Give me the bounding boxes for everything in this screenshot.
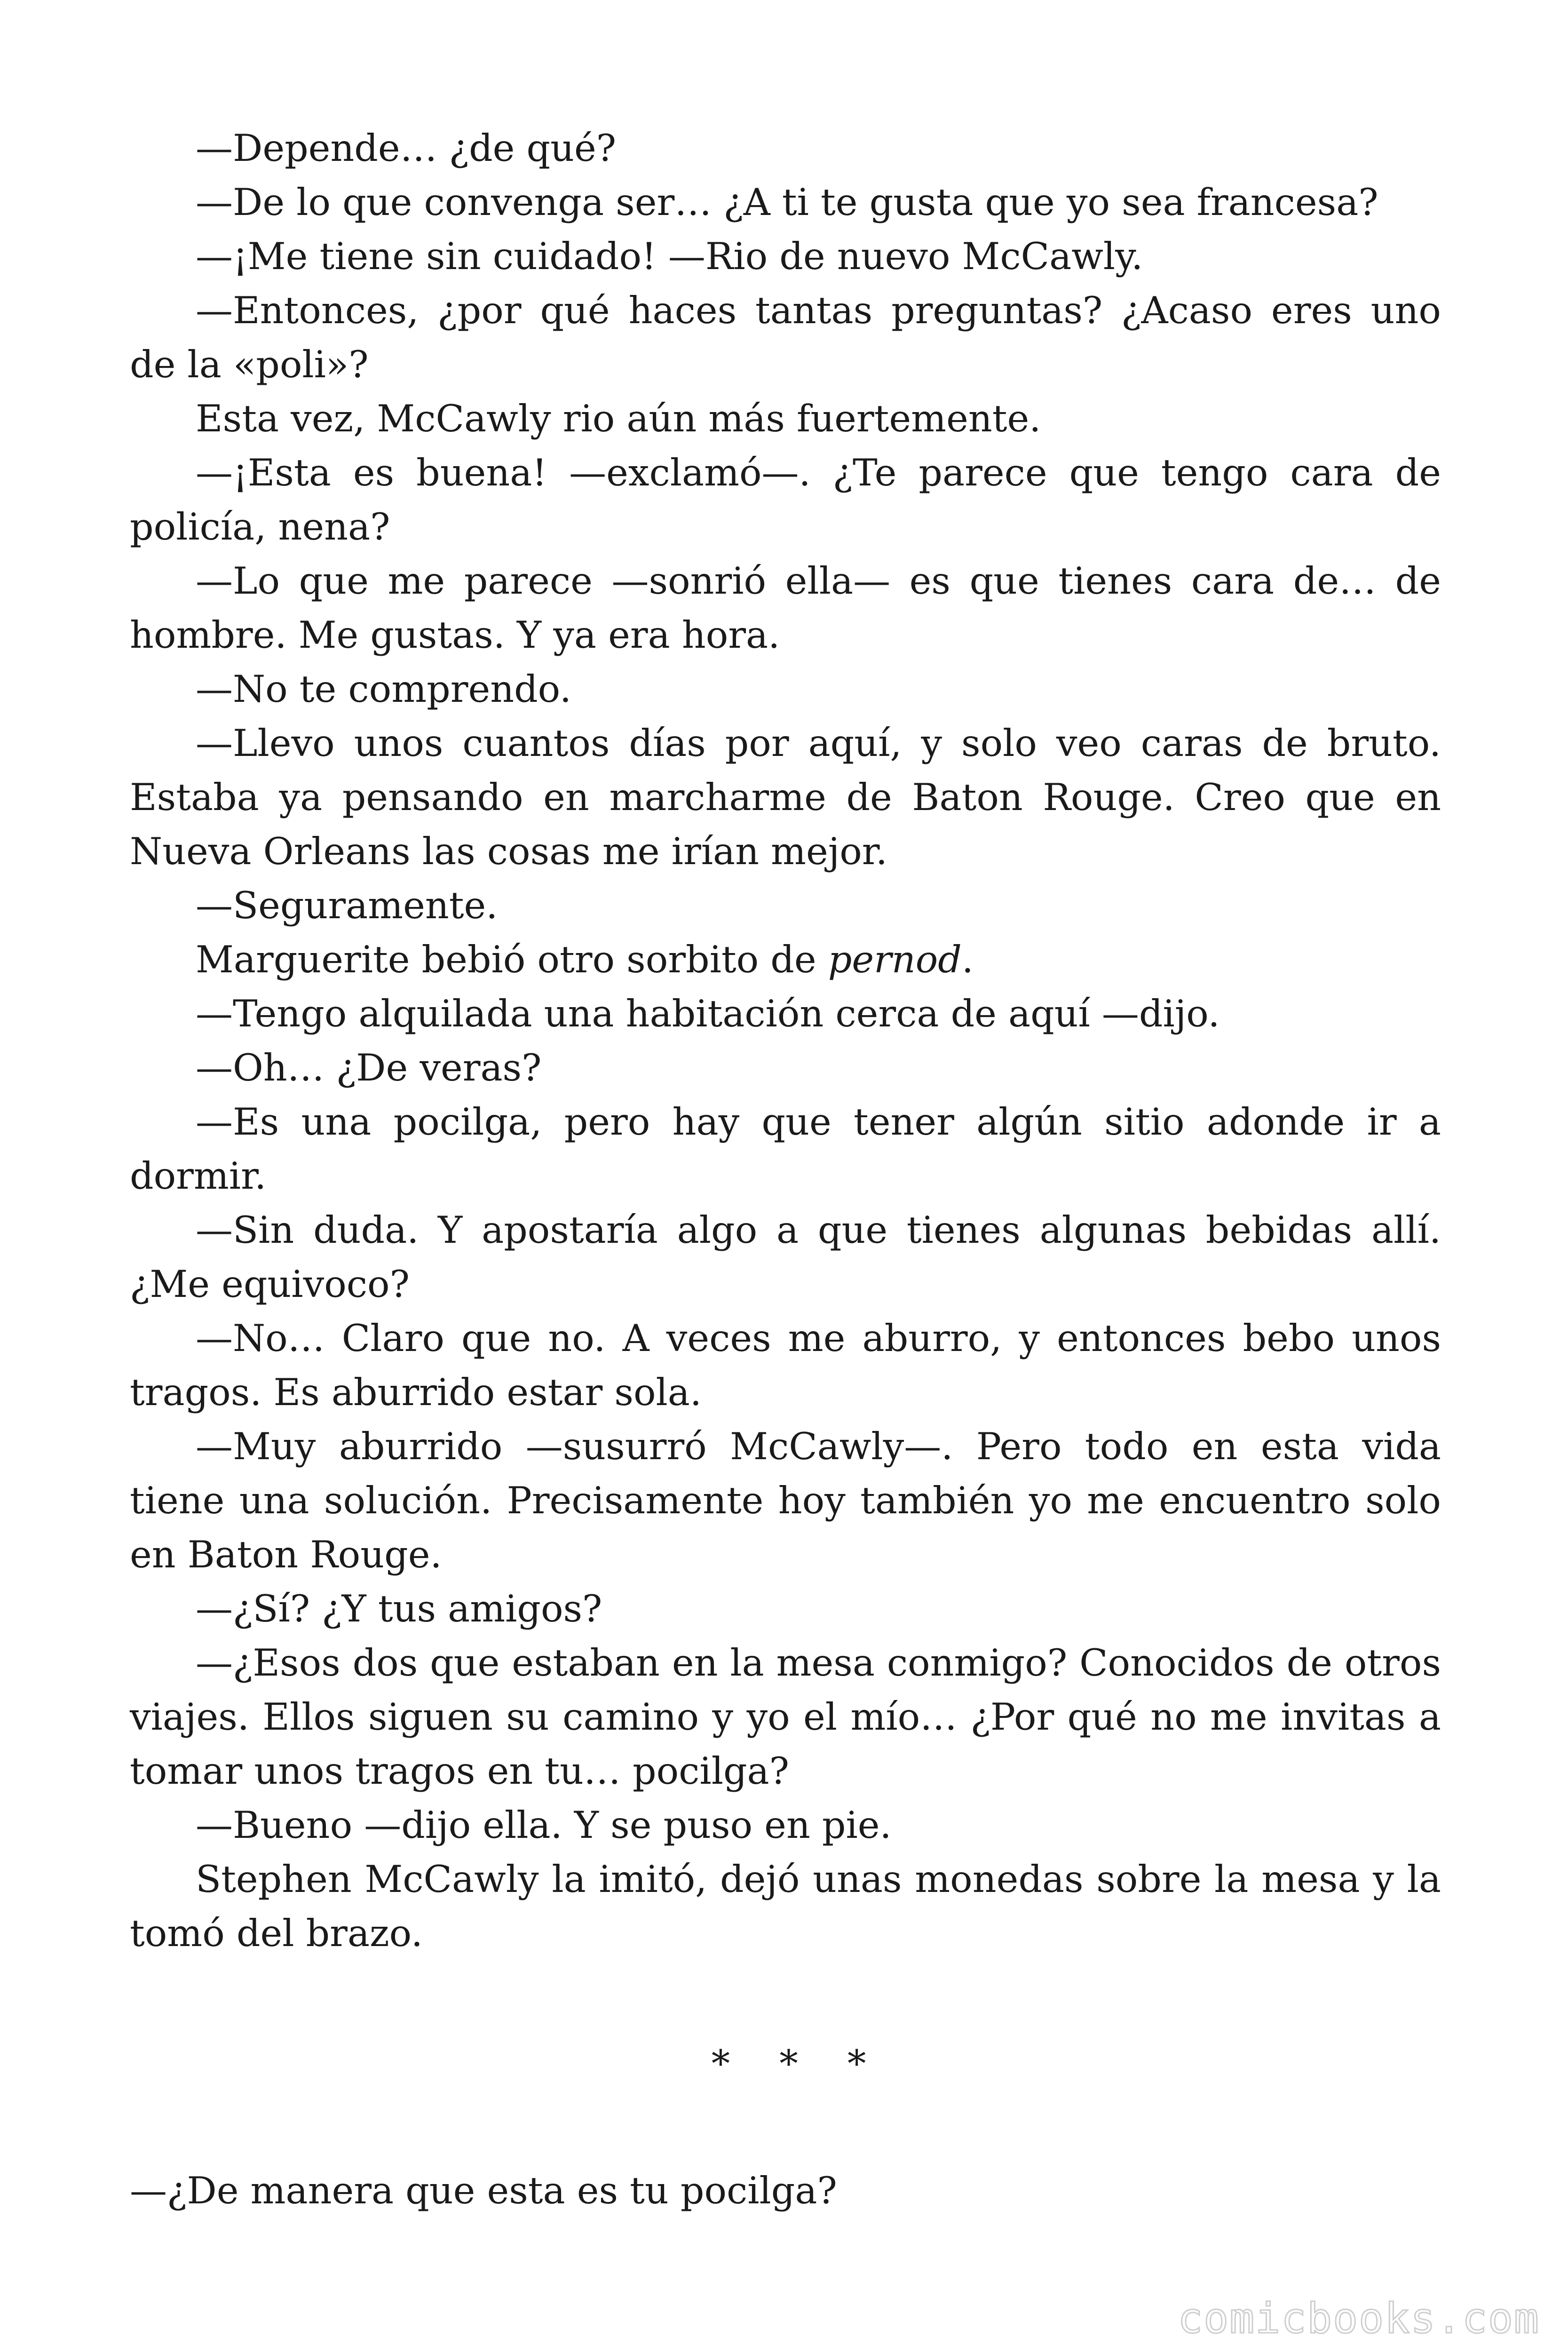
paragraph: Stephen McCawly la imitó, dejó unas monedas sobre la mesa y la tomó del brazo. <box>130 1858 1441 1955</box>
paragraph: —¡Esta es buena! —exclamó—. ¿Te parece que tengo cara de policía, nena? <box>130 451 1441 548</box>
paragraph: —Es una pocilga, pero hay que tener algún sitio adonde ir a dormir. <box>130 1100 1441 1198</box>
paragraph: —¡Me tiene sin cuidado! —Rio de nuevo McCawly. <box>196 235 1143 278</box>
paragraph: —Seguramente. <box>196 884 498 927</box>
italic-word: pernod <box>828 938 962 981</box>
paragraph: —Oh… ¿De veras? <box>196 1046 542 1089</box>
paragraph: —Depende… ¿de qué? <box>196 127 617 170</box>
paragraph: —No te comprendo. <box>196 667 571 711</box>
paragraph-final: —¿De manera que esta es tu pocilga? <box>130 2169 837 2212</box>
paragraph: —Tengo alquilada una habitación cerca de aquí —dijo. <box>196 992 1220 1035</box>
paragraph: Esta vez, McCawly rio aún más fuertemente. <box>196 397 1041 440</box>
paragraph: —¿Sí? ¿Y tus amigos? <box>196 1587 602 1630</box>
paragraph: —No… Claro que no. A veces me aburro, y entonces bebo unos tragos. Es aburrido estar sola. <box>130 1317 1441 1414</box>
paragraph: —Llevo unos cuantos días por aquí, y solo veo caras de bruto. Estaba ya pensando en marcharme de Baton Rouge. Creo que en Nueva Orleans las cosas me irían mejor. <box>130 722 1441 873</box>
text-run: Marguerite bebió otro sorbito de <box>196 938 828 981</box>
paragraph: —Entonces, ¿por qué haces tantas preguntas? ¿Acaso eres uno de la «poli»? <box>130 289 1441 386</box>
paragraph-pernod <box>130 933 1441 987</box>
paragraph: —Muy aburrido —susurró McCawly—. Pero todo en esta vida tiene una solución. Precisamente hoy también yo me encuentro solo en Baton Rouge. <box>130 1425 1441 1576</box>
paragraph: —De lo que convenga ser… ¿A ti te gusta que yo sea francesa? <box>196 181 1378 224</box>
paragraph: —¿Esos dos que estaban en la mesa conmigo? Conocidos de otros viajes. Ellos siguen su camino y yo el mío… ¿Por qué no me invitas a tomar unos tragos en tu… pocilga? <box>130 1641 1441 1793</box>
text-run: . <box>961 938 974 981</box>
paragraph: —Lo que me parece —sonrió ella— es que tienes cara de… de hombre. Me gustas. Y ya era hora. <box>130 559 1441 657</box>
paragraph: —Sin duda. Y apostaría algo a que tienes algunas bebidas allí. ¿Me equivoco? <box>130 1208 1441 1306</box>
paragraph: —Bueno —dijo ella. Y se puso en pie. <box>196 1804 892 1847</box>
watermark-logo: comicbooks.com <box>1178 2294 1540 2343</box>
scene-break-asterisks: * * * <box>711 2042 885 2085</box>
body-text <box>130 121 1441 1961</box>
